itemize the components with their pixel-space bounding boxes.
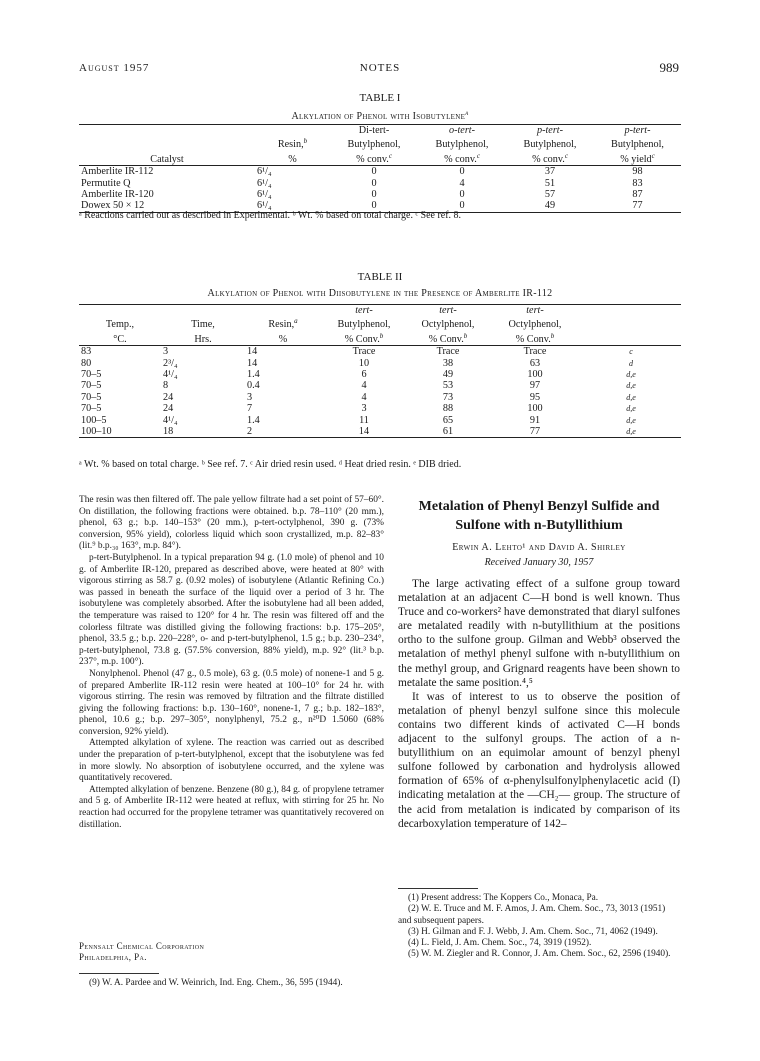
- table2-header-row-2: [79, 316, 681, 330]
- table-cell: 4¹/₄: [163, 414, 178, 426]
- table-cell: 70–5: [81, 391, 102, 403]
- table1: [79, 124, 681, 213]
- table-cell: 73: [442, 391, 454, 403]
- table2-header-cell: Octylphenol,: [421, 319, 475, 331]
- table-cell: 97: [529, 380, 541, 392]
- table-cell: d,e: [626, 427, 636, 437]
- paragraph: Nonylphenol. Phenol (47 g., 0.5 mole), 63 g. (0.5 mole) of nonene-1 and 5 g. of prepared Amberlite IR-112 resin were heated at 100–10° for 24 hr. with vigorous stirring. The resin was removed by filtration and the filtrate distilled giving the following fractions: b.p. 130–160°, nonene-1, 7 g.; b.p. 182–183°, phenol, 10.6 g.; b.p. 297–305°, nonylphenyl, 75.2 g., n²⁰D 1.5060 (68% conversion, 92% yield).: [79, 668, 384, 737]
- table2-header-cell: %: [278, 333, 288, 345]
- table-row: [79, 358, 681, 369]
- footnote: (2) W. E. Truce and M. F. Amos, J. Am. Chem. Soc., 73, 3013 (1951) and subsequent papers.: [398, 904, 666, 926]
- table-cell: 95: [529, 391, 541, 403]
- table1-col-resin: Resin,$^b$: [277, 137, 308, 151]
- affiliation-line: Philadelphia, Pa.: [79, 952, 147, 962]
- running-header-date: August 1957: [79, 62, 150, 74]
- table1-header-cell: %: [288, 153, 297, 165]
- table-cell: 70–5: [81, 380, 102, 392]
- article-title-line: Sulfone with n-Butyllithium: [455, 518, 623, 533]
- table2-header-cell: % Conv.$^b$: [344, 331, 384, 345]
- table2-header-row-3: [79, 331, 681, 346]
- table-cell: Amberlite IR-112: [81, 166, 154, 178]
- table-cell: 87: [632, 189, 643, 201]
- table-cell: 77: [529, 426, 541, 438]
- paragraph: The large activating effect of a sulfone group toward metalation at an adjacent C—H bond is well known. Thus Truce and co-workers² have demonstrated that diaryl sulfones are metalated readily with n-butyllithium at the positions ortho to the sulfone group. Gilman and Webb³ observed the metalation of methyl phenyl sulfone with n-butyllithium on the methyl group, and Grignard reagents have been shown to metalate the same position.⁴,⁵: [398, 578, 680, 689]
- table-row: [79, 392, 681, 403]
- table-cell: 24: [163, 403, 174, 415]
- article-received: Received January 30, 1957: [484, 557, 594, 568]
- table-cell: d,e: [626, 381, 636, 391]
- article-title-line: Metalation of Phenyl Benzyl Sulfide and: [418, 499, 660, 514]
- table-cell: d,e: [626, 392, 636, 402]
- table1-col-p-tert-yield: p-tert-: [624, 125, 651, 136]
- footnote: (4) L. Field, J. Am. Chem. Soc., 74, 3919 (1952).: [408, 938, 592, 949]
- paragraph: The resin was then filtered off. The pale yellow filtrate had a set point of 57–60°. On distillation, the following fractions were obtained. b.p. 78–110° (20 mm.), phenol, 63 g.; b.p. 140–153° (20 mm.), p-tert-octylphenol, 390 g. (73% conversion, 95% yield), colorless liquid which soon crystallized, m.p. 82–83° (lit.⁹ b.p.₃₀ 163°, m.p. 84°).: [79, 495, 384, 552]
- table-cell: 0: [459, 200, 465, 212]
- table-cell: 100–5: [81, 414, 107, 426]
- table1-header-cell: % conv.$^c$: [532, 151, 568, 165]
- table2-header-cell: % Conv.$^b$: [515, 331, 555, 345]
- table-cell: 100: [527, 369, 543, 381]
- table2-header-row-1: [79, 305, 681, 317]
- table-cell: Permutite Q: [81, 177, 131, 189]
- table-cell: 0: [371, 200, 377, 212]
- article-body: [398, 577, 680, 831]
- table-cell: d,e: [626, 404, 636, 414]
- table-cell: 6¹/₄: [257, 166, 272, 178]
- table-cell: 2: [247, 426, 253, 438]
- table1-header-row-3: [79, 151, 681, 166]
- table-cell: 14: [247, 357, 258, 369]
- table1-title: Alkylation of Phenol with Isobutylene$^a$: [291, 109, 469, 122]
- table-row: [79, 380, 681, 391]
- table-cell: Amberlite IR-120: [81, 189, 154, 201]
- table-cell: 1.4: [247, 414, 260, 426]
- table1-header-cell: Butylphenol,: [611, 139, 664, 151]
- table2: [79, 304, 681, 438]
- table-cell: 14: [358, 426, 370, 438]
- article: [398, 497, 680, 831]
- left-footnote: [79, 978, 384, 989]
- table2-col-tert-butyl: tert-: [355, 305, 373, 316]
- paragraph: It was of interest to us to observe the position of metalation of phenyl benzyl sulfone since this molecule contains two different kinds of activated C—H bonds adjacent to the sulfonyl groups. The action of a n-butyllithium on an equimolar amount of benzyl phenyl sulfone followed by carbonation and hydrolysis allowed formation of 65% of α-phenylsulfonylphenylacetic acid (I) indicating metalation at the —CH₂— group. The structure of the acid from metalation is indicated by comparison of its decarboxylation temperature of 142–: [398, 690, 680, 830]
- footnote-rule: [398, 888, 478, 889]
- paragraph: Attempted alkylation of xylene. The reaction was carried out as described under the preparation of p-tert-butylphenol, except that the isobutylene was fed in more slowly. No absorption of isobutylene occurred, and the xylene was quantitatively recovered.: [79, 738, 384, 784]
- table-cell: 24: [163, 391, 174, 403]
- table-cell: 53: [442, 380, 454, 392]
- table-cell: 83: [632, 177, 643, 189]
- table-cell: 91: [529, 414, 541, 426]
- table-cell: 38: [442, 357, 454, 369]
- paragraph: Attempted alkylation of benzene. Benzene (80 g.), 84 g. of propylene tetramer and 5 g. of Amberlite IR-112 were heated at reflux, with stirring for 25 hr. No reaction had occurred for the propylene tetramer was quantitatively recovered on distillation.: [79, 784, 384, 830]
- table-cell: 0: [371, 166, 377, 178]
- table2-col-time: Time,: [191, 319, 215, 331]
- table2-header-cell: °C.: [113, 333, 127, 345]
- table-cell: 100: [527, 403, 543, 415]
- table2-col-tert-octyl-2: tert-: [526, 305, 544, 316]
- table1-col-p-tert: p-tert-: [536, 125, 564, 136]
- table-cell: 88: [442, 403, 454, 415]
- table-cell: 61: [442, 426, 454, 438]
- table-cell: 4: [459, 177, 465, 189]
- table-cell: 100–10: [81, 426, 112, 438]
- running-header-section: NOTES: [359, 62, 401, 74]
- table2-header-cell: Hrs.: [194, 333, 212, 345]
- table-row: [79, 426, 681, 438]
- table-cell: 1.4: [247, 369, 260, 381]
- table1-footnote: ᵃ Reactions carried out as described in Experimental. ᵇ Wt. % based on total charge. ᶜ See ref. 8.: [79, 210, 462, 221]
- table-cell: 51: [544, 177, 556, 189]
- table-cell: d,e: [626, 415, 636, 425]
- table-cell: 80: [81, 357, 92, 369]
- article-authors: Erwin A. Lehto¹ and David A. Shirley: [452, 542, 626, 553]
- table-cell: 0: [371, 177, 377, 189]
- table-cell: 83: [81, 346, 92, 358]
- table1-header-cell: Butylphenol,: [347, 139, 401, 151]
- table-cell: 0: [459, 189, 465, 201]
- table-cell: 6¹/₄: [257, 189, 272, 201]
- table1-header-cell: % yield$^c$: [620, 151, 655, 165]
- table-row: [79, 369, 681, 380]
- footnote: (1) Present address: The Koppers Co., Monaca, Pa.: [408, 893, 599, 903]
- table-cell: Trace: [523, 346, 547, 358]
- table-cell: 49: [544, 200, 556, 212]
- table-row: [79, 415, 681, 426]
- table1-header-row-2: [79, 136, 681, 150]
- affiliation: [79, 941, 204, 963]
- table-row: [79, 166, 681, 178]
- table-row: [79, 403, 681, 414]
- footnote: (3) H. Gilman and F. J. Webb, J. Am. Chem. Soc., 71, 4062 (1949).: [408, 926, 658, 937]
- table-cell: 4¹/₄: [163, 369, 178, 381]
- table-cell: 4: [361, 391, 367, 403]
- table1-header-cell: Butylphenol,: [435, 139, 489, 151]
- table-cell: 49: [442, 369, 454, 381]
- article-title: [398, 497, 680, 535]
- table1-header-cell: Butylphenol,: [523, 139, 577, 151]
- table-cell: 63: [529, 357, 541, 369]
- footnote-rule: [79, 973, 159, 974]
- table2-header-cell: Butylphenol,: [337, 319, 391, 331]
- table1-header-cell: % conv.$^c$: [444, 151, 480, 165]
- table-cell: 98: [632, 166, 643, 178]
- table2-col-tert-octyl: tert-: [439, 305, 457, 316]
- table1-header-row-1: [79, 125, 681, 137]
- table-cell: 6¹/₄: [257, 177, 272, 189]
- table-cell: 37: [544, 166, 556, 178]
- table-cell: 0: [371, 189, 377, 201]
- table2-header-cell: Octylphenol,: [508, 319, 562, 331]
- table-cell: 57: [544, 189, 556, 201]
- table-cell: 3: [247, 391, 253, 403]
- footnote: (9) W. A. Pardee and W. Weinrich, Ind. Eng. Chem., 36, 595 (1944).: [89, 978, 343, 988]
- table-cell: 18: [163, 426, 174, 438]
- table-cell: 3: [361, 403, 367, 415]
- table1-caption: TABLE I: [359, 92, 401, 104]
- table-cell: Trace: [436, 346, 460, 358]
- table-cell: c: [629, 347, 633, 357]
- table1-header-cell: % conv.$^c$: [356, 151, 392, 165]
- table-row: [79, 189, 681, 200]
- table1-col-di-tert: Di-tert-: [358, 125, 390, 136]
- table2-header-cell: % Conv.$^b$: [428, 331, 468, 345]
- table2-footnote: ᵃ Wt. % based on total charge. ᵇ See ref. 7. ᶜ Air dried resin used. ᵈ Heat dried resin. ᵉ DIB dried.: [79, 459, 462, 470]
- table-cell: 6¹/₄: [257, 200, 272, 212]
- table-cell: 70–5: [81, 403, 102, 415]
- page-number: 989: [659, 60, 679, 75]
- table-cell: 3: [163, 346, 169, 358]
- footnote: (5) W. M. Ziegler and R. Connor, J. Am. Chem. Soc., 62, 2596 (1940).: [408, 949, 671, 960]
- left-column-body: [79, 495, 384, 831]
- table-cell: 14: [247, 346, 258, 358]
- table-cell: 10: [358, 357, 370, 369]
- table-cell: 65: [442, 414, 454, 426]
- table-cell: 0.4: [247, 380, 260, 392]
- table-cell: 7: [247, 403, 253, 415]
- table-cell: 77: [632, 200, 643, 212]
- table1-col-catalyst: Catalyst: [150, 153, 184, 165]
- table-cell: 0: [459, 166, 465, 178]
- affiliation-line: Pennsalt Chemical Corporation: [79, 941, 205, 951]
- paragraph: p-tert-Butylphenol. In a typical preparation 94 g. (1.0 mole) of phenol and 10 g. of Amberlite IR-120, prepared as described above, were heated at 80° with vigorous stirring as 58.7 g. (0.92 moles) of isobutylene (Atlantic Refining Co.) was passed in beneath the surface of the liquid over a period of 3 hr. The isobutylene was completely absorbed. After the isobutylene had all been added, the temperature was raised to 120° for 4 hr. The resin was filtered off and the colorless filtrate was distilled giving the following fractions: b.p. 175–205°, phenol, 33.5 g.; b.p. 220–228°, o- and p-tert-butylphenol, 1.5 g.; b.p. 230–234°, p-tert-butylphenol, 73.8 g. (57.5% conversion, 88% yield), m.p. 92° (lit.³ b.p. 237°, m.p. 100°).: [79, 552, 384, 668]
- table2-caption: TABLE II: [357, 271, 403, 283]
- table-cell: 2³/₄: [163, 357, 178, 369]
- table-cell: 6: [361, 369, 367, 381]
- table2-col-resin: Resin,$^a$: [268, 317, 298, 331]
- table-cell: d: [629, 358, 633, 368]
- table-row: [79, 346, 681, 358]
- table-row: [79, 178, 681, 189]
- table-cell: 8: [163, 380, 169, 392]
- table2-title: Alkylation of Phenol with Diisobutylene in the Presence of Amberlite IR-112: [207, 288, 553, 299]
- table1-col-o-tert: o-tert-: [448, 125, 476, 136]
- table2-col-temp: Temp.,: [105, 319, 135, 331]
- table-cell: d,e: [626, 370, 636, 380]
- table-cell: Dowex 50 × 12: [81, 200, 145, 212]
- table-cell: Trace: [352, 346, 376, 358]
- table-cell: 11: [359, 414, 369, 426]
- table-cell: 70–5: [81, 369, 102, 381]
- article-footnotes: [398, 893, 680, 961]
- table-cell: 4: [361, 380, 367, 392]
